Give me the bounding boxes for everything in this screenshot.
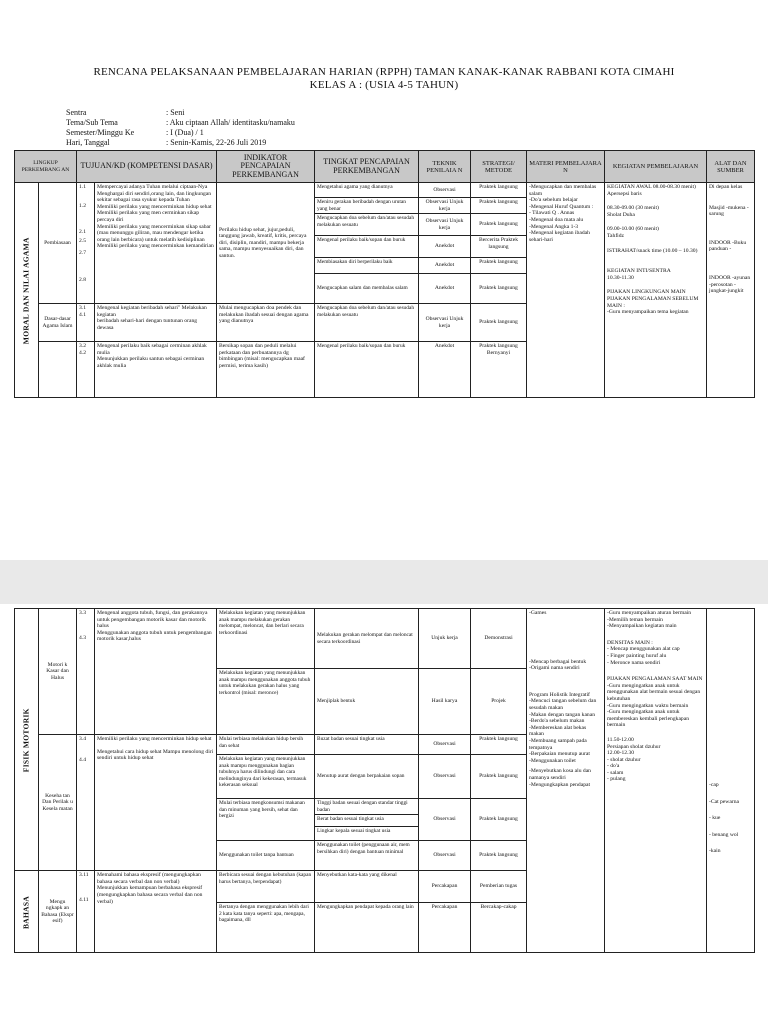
meta-value: : Seni [166, 108, 185, 117]
tingkat-cell: Tinggi badan sesuai dengan standar tinggi badan [315, 799, 419, 815]
sub-bahasa: Mengu ngkapk an Bahasa (Ekspr esif) [39, 871, 77, 953]
kd-text: Memiliki perilaku yang mencerminkan hidup sehat Mengetahui cara hidup sehat Mampu menolong diri sendiri untuk hidup sehat [95, 735, 217, 871]
kd-codes: 1.1 1.2 2.1 2.5 2.7 2.8 [77, 183, 95, 304]
strategi-cell: Bercerita Praktek langsung [471, 236, 527, 258]
kegiatan-cell: -Guru menyampaikan aturan bermain -Memilih teman bermain -Menyampaikan kegiatan main DENSITAS MAIN : - Mencap menggunakan alat cap - Finger painting huruf alu - Meronce nama sendiri PIJAKAN PENGALAMAN SAAT MAIN -Guru mengingatkan anak untuk menggunakan alat bermain sesuai dengan kebutuhan -Guru mengingatkan waktu bermain -Guru mengingatkan anak untuk membereskan kembali perlengkapan bermain 11.50-12.00 Persiapan sholat dzuhur 12.00-12.30 - sholat dzuhur - do'a - salam - pulang [605, 609, 707, 953]
tingkat-cell: Mengungkapkan pendapat kepada orang lain [315, 903, 419, 953]
domain-moral-agama: MORAL DAN NILAI AGAMA [15, 183, 39, 398]
materi-cell: -Games -Mencap berbagai bentuk -Origami nama sendiri Program Holistik Integratif -Mencuci tangan sebelum dan sesudah makan -Makan dengan tangan kanan -Berdo'a sebelum makan -Membereskan alat bekas makan -Membuang sampah pada tempatnya -Berpakaian menutup aurat -Menggunakan toilet -Menyebutkan kosa alu dan namanya sendiri -Mengungkapkan pendapat [527, 609, 605, 953]
rpph-table-2 [14, 608, 755, 953]
strategi-cell: Projek [471, 669, 527, 735]
kd-text: Mengenal perilaku baik sebagai cerminan akhlak mulia Menunjukkan perilaku santun sebagai cerminan akhlak mulia [95, 342, 217, 398]
tingkat-cell: Mengucapkan salam dan membalas salam [315, 274, 419, 304]
strategi-cell: Praktek langsung [471, 183, 527, 198]
indikator-cell: Melakukan kegiatan yang menunjukkan anak mampu melakukan gerakan melompat, meloncat, dan berlari secara terkoordinasi [217, 609, 315, 669]
header-tingkat: TINGKAT PENCAPAIAN PERKEMBANGAN [315, 151, 419, 183]
header-materi: MATERI PEMBELAJARA N [527, 151, 605, 183]
meta-label: Sentra [66, 108, 87, 117]
kd-codes: 3.11 4.11 [77, 871, 95, 953]
indikator-c: Bersikap sopan dan peduli melalui perkataan dan perbuatannya dg bimbingan (misal: mengucapkan maaf permisi, terima kasih) [217, 342, 315, 398]
kd-text: Mengenal kegiatan beribadah sehari" Melakukan kegiatan beribadah sehari-hari dengan tuntunan orang dewasa [95, 304, 217, 342]
header-teknik: TEKNIK PENILAIA N [419, 151, 471, 183]
strategi-cell: Praktek langsung Bernyanyi [471, 342, 527, 398]
strategi-cell: Praktek langsung [471, 214, 527, 236]
strategi-cell: Praktek langsung [471, 799, 527, 841]
teknik-cell: Unjuk kerja [419, 609, 471, 669]
kd-codes: 3.3 4.3 [77, 609, 95, 735]
header-lingkup: LINGKUP PERKEMBANG AN [15, 151, 77, 183]
meta-label: Semester/Minggu Ke [66, 128, 135, 137]
header-alat: ALAT DAN SUMBER [707, 151, 755, 183]
tingkat-cell: Menyebutkan kata-kata yang dikenal [315, 871, 419, 903]
teknik-cell: Anekdot [419, 274, 471, 304]
header-kegiatan: KEGIATAN PEMBELAJARAN [605, 151, 707, 183]
meta-value: : I (Dua) / 1 [166, 128, 204, 137]
strategi-cell: Praktek langsung [471, 258, 527, 274]
kd-codes: 3.4 4.4 [77, 735, 95, 871]
strategi-cell: Bercakap-cakap [471, 903, 527, 953]
page-2 [0, 604, 768, 1024]
document-title: RENCANA PELAKSANAAN PEMBELAJARAN HARIAN (RPPH) TAMAN KANAK-KANAK RABBANI KOTA CIMAHI [93, 66, 675, 78]
kd-codes: 3.2 4.2 [77, 342, 95, 398]
tingkat-cell: Buzat badan sesuai tingkat usia [315, 735, 419, 755]
teknik-cell: Percakapan [419, 871, 471, 903]
indikator-cell: Menggunakan toilet tanpa bantuan [217, 841, 315, 871]
teknik-cell: Observasi [419, 183, 471, 198]
teknik-cell: Observasi [419, 841, 471, 871]
meta-label: Hari, Tanggal [66, 138, 110, 147]
tingkat-cell: Menjiplak bentuk [315, 669, 419, 735]
meta-block [66, 108, 295, 148]
header-strategi: STRATEGI/ METODE [471, 151, 527, 183]
tingkat-cell: Mengenal perilaku baik/sopan dan buruk [315, 342, 419, 398]
tingkat-cell: Menggunakan toilet (penggunaan air, mem bersihkan diri) dengan bantuan minimal [315, 841, 419, 871]
teknik-cell: Anekdot [419, 236, 471, 258]
kd-text: Memahami bahasa ekspresif (mengungkapkan bahasa secara verbal dan non verbal) Menunjukkan kemampuan berbahasa ekspresif (mengungkapkan bahasa secara verbal dan non verbal) [95, 871, 217, 953]
page-gap [0, 560, 768, 604]
header-tujuan: TUJUAN/KD (KOMPETENSI DASAR) [77, 151, 217, 183]
materi-cell: -Mengucapkan dan membalas salam -Do'a sebelum belajar -Mengenal Huruf Quantum : - Tilawati Q . Annas -Mengenal doa mata alu -Mengenal Angka 1-3 -Mengenal kegiatan ibadah sehari-hari [527, 183, 605, 398]
indikator-cell: Melakukan kegiatan yang menunjukkan anak mampu menggunakan anggota tubuh untuk melakukan gerakan halus yang terkontrol (misal: meronce) [217, 669, 315, 735]
tingkat-cell: Melakukan gerakan melompat dan meloncat secara terkoordinasi [315, 609, 419, 669]
indikator-cell: Mulai terbiasa melakukan hidup bersih dan sehat [217, 735, 315, 755]
strategi-cell: Praktek langsung [471, 755, 527, 799]
meta-label: Tema/Sub Tema [66, 118, 118, 127]
strategi-cell: Pemberian tugas [471, 871, 527, 903]
sub-kesehatan: Keseha tan Dan Perilak u Kesela matan [39, 735, 77, 871]
indikator-b: Mulai mengucapkan doa pendek dan melakukan ibadah sesuai dengan agama yang dianutnya [217, 304, 315, 342]
tingkat-cell: Mengucapkan doa sebelum dan/atau sesudah melakukan sesuatu [315, 214, 419, 236]
teknik-cell: Observasi [419, 755, 471, 799]
alat-cell: Di depan kelas Masjid -mukena -sarung INDOOR -Buku panduan - INDOOR -ayunan -perosotan -jungkat-jungkit [707, 183, 755, 398]
tingkat-cell: Berat badan sesuai tingkat usia [315, 815, 419, 827]
indikator-cell: Melakukan kegiatan yang menunjukkan anak mampu menggunakan bagian tubuhnya harus dilindungi dan cara melindunginya dari kekerasan, termasuk kekerasan seksual [217, 755, 315, 799]
tingkat-cell: Lingkar kepala sesuai tingkat usia [315, 827, 419, 841]
teknik-cell: Observasi [419, 735, 471, 755]
kegiatan-cell: KEGIATAN AWAL 08.00-08.30 menit) Apersepsi baris 08.30-09.00 (30 menit) Sholat Duha 09.00-10.00 (60 menit) Tahfidz ISTIRAHAT/snack time (10.00 – 10.30) KEGIATAN INTI/SENTRA 10.30-11.30 PIJAKAN LINGKUNGAN MAIN PIJAKAN PENGALAMAN SEBELUM MAIN : -Guru menyampaikan tema kegiatan [605, 183, 707, 398]
tingkat-cell: Membiasakan diri berperilaku baik [315, 258, 419, 274]
alat-cell: -cap -Cat pewarna - kue - benang wol -kain [707, 609, 755, 953]
teknik-cell: Observasi Unjuk kerja [419, 304, 471, 342]
strategi-cell: Praktek langsung [471, 841, 527, 871]
tingkat-cell: Mengenal perilaku baik/sopan dan buruk [315, 236, 419, 258]
kd-text: Mengenal anggota tubuh, fungsi, dan gerakannya untuk pengembangan motorik kasar dan motorik halus Menggunakan anggota tubuh untuk pengembangan motorik kasar,halus [95, 609, 217, 735]
sub-pembiasaan: Pembiasaan [39, 183, 77, 304]
tingkat-cell: Menutup aurat dengan berpakaian sopan [315, 755, 419, 799]
strategi-cell: Demonstrasi [471, 609, 527, 669]
indikator-cell: Bertanya dengan menggunakan lebih dari 2 kata kata tanya seperti: apa, mengapa, bagaimana, dll [217, 903, 315, 953]
meta-value: : Aku ciptaan Allah/ identitasku/namaku [166, 118, 295, 127]
strategi-cell: Praktek langsung [471, 735, 527, 755]
tingkat-cell: Mengetahui agama yang dianutnya [315, 183, 419, 198]
teknik-cell: Percakapan [419, 903, 471, 953]
indikator-a: Perilaku hidup sehat, jujur,peduli, tanggung jawab, kreatif, kritis, percaya diri, disiplin, mandiri, mampu bekerja sama, mampu menyesuaikan diri, dan santun. [217, 183, 315, 304]
tingkat-cell: Mengucapkan doa sebelum dan/atau sesudah melakukan sesuatu [315, 304, 419, 342]
tingkat-cell: Meniru gerakan beribadah dengan urutan yang benar [315, 198, 419, 214]
sub-motorik: Motori k Kasar dan Halus [39, 609, 77, 735]
strategi-cell: Praktek langsung [471, 274, 527, 304]
domain-bahasa: BAHASA [15, 871, 39, 953]
domain-fisik-motorik: FISIK MOTORIK [15, 609, 39, 871]
teknik-cell: Anekdot [419, 258, 471, 274]
kd-text: Mempercayai adanya Tuhan melalui ciptaan-Nya Menghargai diri sendiri,orang lain, dan lingkungan sekitar sebagai rasa syukur kepada Tuhan Memiliki perilaku yang mencerminkan hidup sehat Memiliki perilaku yang men cerminkan sikap percaya diri Memiliki perilaku yang mencerminkan sikap sabar (mau menunggu giliran, mau mendengar ketika orang lain berbicara) untuk melatih kedisiplinan Memiliki perilaku yang mencerminkan kemandirian [95, 183, 217, 304]
sub-dasar-agama: Dasar-dasar Agama Islam [39, 304, 77, 342]
teknik-cell: Hasil karya [419, 669, 471, 735]
meta-value: : Senin-Kamis, 22-26 Juli 2019 [166, 138, 267, 147]
rpph-table-1 [14, 150, 755, 398]
indikator-cell: Mulai terbiasa mengkonsumsi makanan dan minuman yang bersih, sehat dan bergizi [217, 799, 315, 841]
strategi-cell: Praktek langsung [471, 304, 527, 342]
strategi-cell: Praktek langsung [471, 198, 527, 214]
kd-codes: 3.1 4.1 [77, 304, 95, 342]
teknik-cell: Observasi Unjuk kerja [419, 198, 471, 214]
teknik-cell: Anekdot [419, 342, 471, 398]
teknik-cell: Observasi [419, 799, 471, 841]
header-indikator: INDIKATOR PENCAPAIAN PERKEMBANGAN [217, 151, 315, 183]
teknik-cell: Observasi Unjuk kerja [419, 214, 471, 236]
document-subtitle: KELAS A : (USIA 4-5 TAHUN) [309, 79, 459, 91]
indikator-cell: Berbicara sesuai dengan kebutuhan (kapan harus bertanya, berpendapat) [217, 871, 315, 903]
